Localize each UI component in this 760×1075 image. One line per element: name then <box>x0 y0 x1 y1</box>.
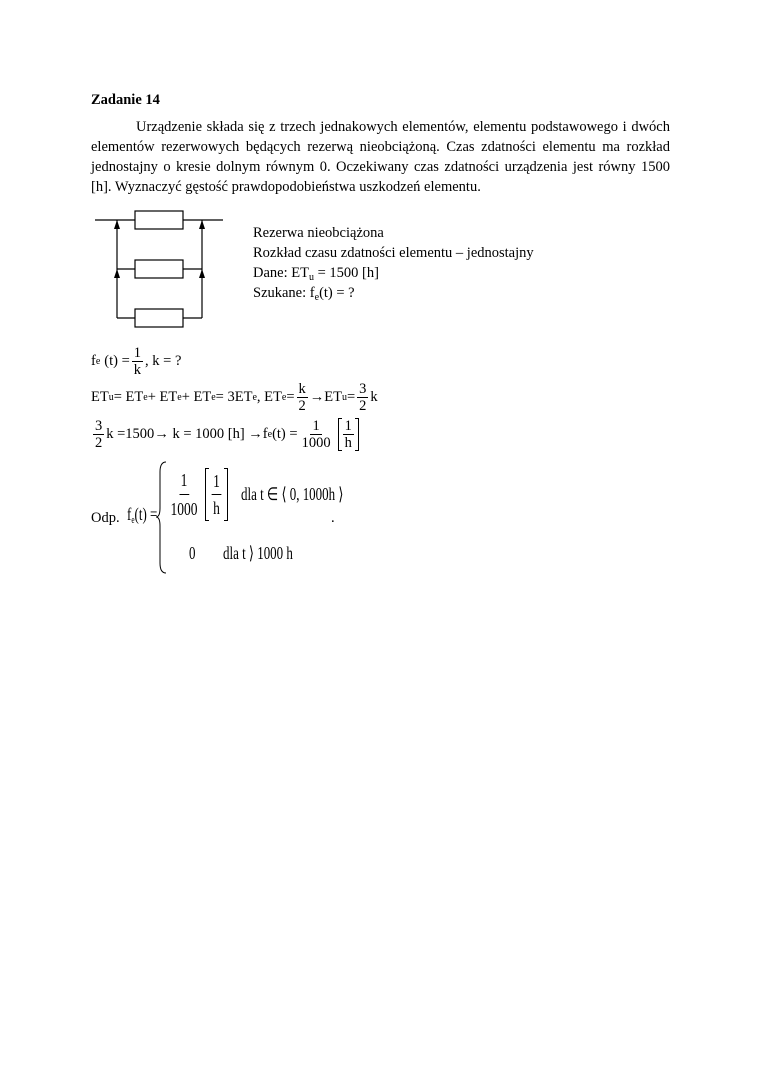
info-line-reserve: Rezerwa nieobciążona <box>253 225 384 241</box>
fraction: $\frac{k}{2}$ <box>298 381 306 414</box>
fraction: $\frac{3}{2}$ <box>95 418 103 451</box>
task-heading: Zadanie 14 <box>91 92 160 108</box>
info-line-distribution: Rozkład czasu zdatności elementu – jednostajny <box>253 245 534 261</box>
answer-function: $f_e(t)$ = <box>127 504 158 526</box>
given-data <box>253 223 534 303</box>
fraction: $\frac{1}{k}$ <box>133 345 142 378</box>
answer-label: Odp. <box>91 510 120 526</box>
fraction: $\frac{1}{1000}$ <box>301 418 331 451</box>
piecewise-row-2: 0 dla t ⟩ 1000 h <box>189 543 293 563</box>
task-description <box>91 117 670 197</box>
standby-redundancy-diagram <box>95 205 225 330</box>
unit-bracket: $\frac{1}{h}$ <box>338 418 359 451</box>
curly-brace <box>155 460 167 575</box>
answer-piecewise <box>91 460 391 575</box>
equation-density-form: f e (t) = $\frac{1}{k}$ , k = ? <box>91 345 182 378</box>
answer-end-dot: . <box>331 510 335 526</box>
equation-solve-k: $\frac{3}{2}$ k =1500 → k = 1000 [h] → f e (t) = $\frac{1}{1000}$ $\frac{1}{h}$ <box>91 418 362 451</box>
piecewise-row-1: $\frac{1}{1000}$ $\frac{1}{h}$ dla t ∈ ⟨ 0, 1000h ⟩ <box>167 466 383 523</box>
fraction: $\frac{3}{2}$ <box>359 381 367 414</box>
equation-expected-time: ET u = ET e + ET e + ET e = 3ET e , ET e = $\frac{k}{2}$ → ET u = $\frac{3}{2}$ k <box>91 381 378 414</box>
info-line-sought: Szukane: $f_e(t)$ = ? <box>253 285 355 303</box>
task-text: Urządzenie składa się z trzech jednakowych elementów, elementu podstawowego i dwóch elementów rezerwowych będących rezerwą nieobciążoną. Czas zdatności elementu ma rozkład jednostajny o kresie dolnym równym 0. Oczekiwany czas zdatności urządzenia jest równy 1500 [h]. Wyznaczyć gęstość prawdopodobieństwa uszkodzeń elementu. <box>91 119 670 195</box>
info-line-given: Dane: $ET_u = 1500$ [h] <box>253 265 379 283</box>
